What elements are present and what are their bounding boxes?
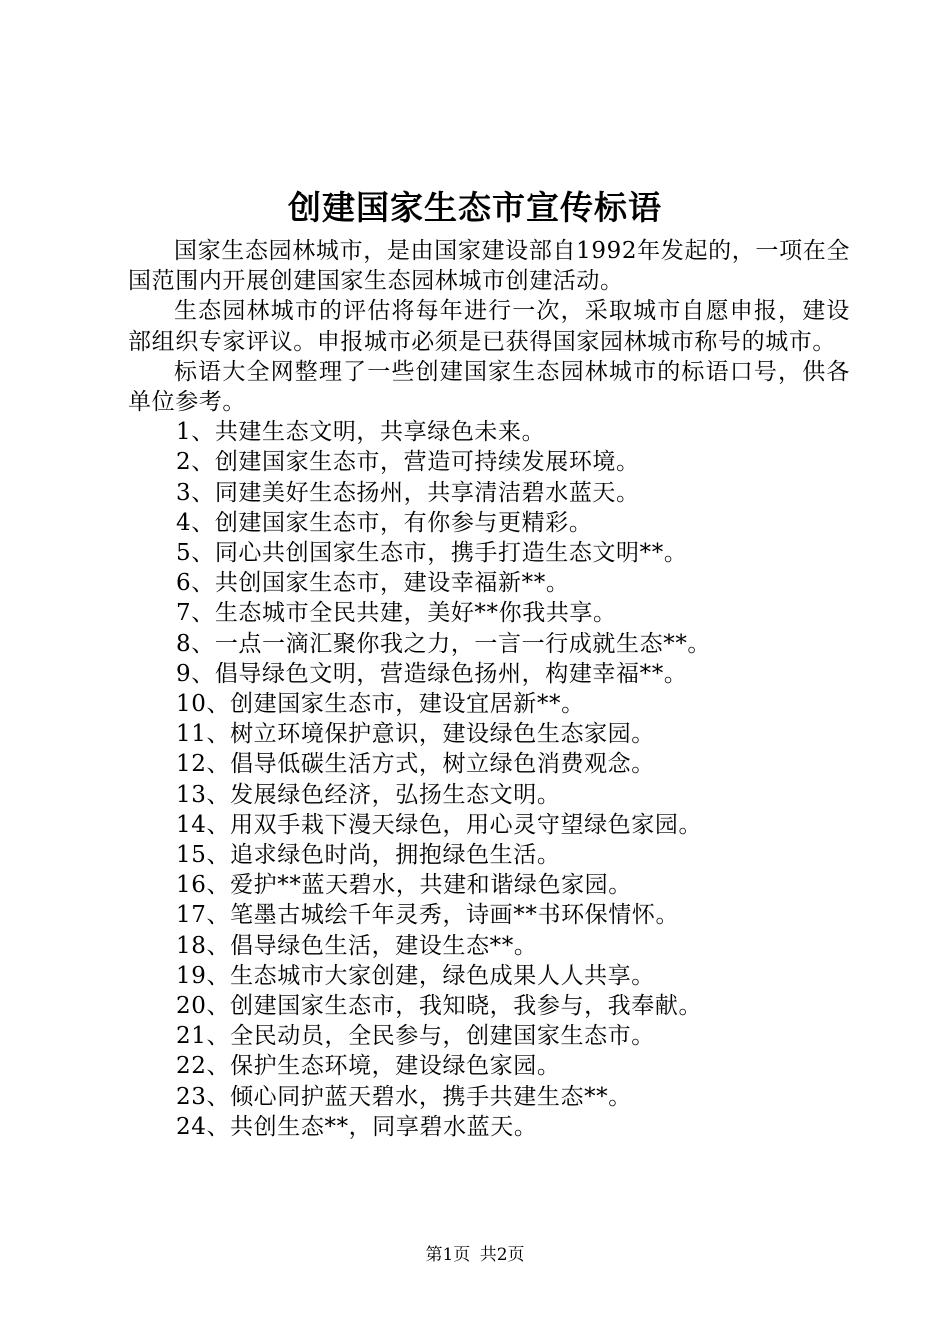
slogan-item: 5、同心共创国家生态市，携手打造生态文明**。 <box>176 540 688 567</box>
slogan-item: 20、创建国家生态市，我知晓，我参与，我奉献。 <box>176 993 703 1020</box>
slogan-item: 17、笔墨古城绘千年灵秀，诗画**书环保情怀。 <box>176 902 680 929</box>
slogan-item: 2、创建国家生态市，营造可持续发展环境。 <box>176 449 640 476</box>
reference-paragraph: 标语大全网整理了一些创建国家生态园林城市的标语口号，供各单位参考。 <box>128 358 850 416</box>
slogan-item: 1、共建生态文明，共享绿色未来。 <box>176 419 546 446</box>
slogan-item: 18、倡导绿色生活，建设生态**。 <box>176 932 538 959</box>
slogan-item: 11、树立环境保护意识，建设绿色生态家园。 <box>176 721 655 748</box>
slogan-item: 4、创建国家生态市，有你参与更精彩。 <box>176 509 593 536</box>
page-number: 第1页 <box>425 1245 471 1265</box>
page-title: 创建国家生态市宣传标语 <box>288 188 662 227</box>
intro-paragraph: 国家生态园林城市，是由国家建设部自1992年发起的，一项在全国范围内开展创建国家生态园林城市创建活动。 <box>128 238 850 295</box>
slogan-item: 19、生态城市大家创建，绿色成果人人共享。 <box>176 962 655 989</box>
slogan-item: 16、爱护**蓝天碧水，共建和谐绿色家园。 <box>176 872 632 899</box>
slogan-item: 13、发展绿色经济，弘扬生态文明。 <box>176 781 561 808</box>
document-body <box>128 236 850 1142</box>
slogan-item: 23、倾心同护蓝天碧水，携手共建生态**。 <box>176 1083 632 1110</box>
slogan-item: 24、共创生态**，同享碧水蓝天。 <box>176 1113 538 1140</box>
slogan-item: 8、一点一滴汇聚你我之力，一言一行成就生态**。 <box>176 630 712 657</box>
slogan-item: 3、同建美好生态扬州，共享清洁碧水蓝天。 <box>176 479 640 506</box>
slogan-item: 10、创建国家生态市，建设宜居新**。 <box>176 691 585 718</box>
slogan-item: 14、用双手栽下漫天绿色，用心灵守望绿色家园。 <box>176 811 703 838</box>
slogan-item: 7、生态城市全民共建，美好**你我共享。 <box>176 600 617 627</box>
slogan-item: 22、保护生态环境，建设绿色家园。 <box>176 1053 561 1080</box>
slogan-list <box>128 417 850 1142</box>
slogan-item: 21、全民动员，全民参与，创建国家生态市。 <box>176 1023 655 1050</box>
slogan-item: 15、追求绿色时尚，拥抱绿色生活。 <box>176 842 561 869</box>
page-total: 共2页 <box>479 1245 525 1265</box>
evaluation-paragraph: 生态园林城市的评估将每年进行一次，采取城市自愿申报，建设部组织专家评议。申报城市必须是已获得国家园林城市称号的城市。 <box>128 298 850 355</box>
slogan-item: 9、倡导绿色文明，营造绿色扬州，构建幸福**。 <box>176 660 688 687</box>
slogan-item: 6、共创国家生态市，建设幸福新**。 <box>176 570 570 597</box>
slogan-item: 12、倡导低碳生活方式，树立绿色消费观念。 <box>176 751 655 778</box>
page-footer <box>0 1243 950 1267</box>
